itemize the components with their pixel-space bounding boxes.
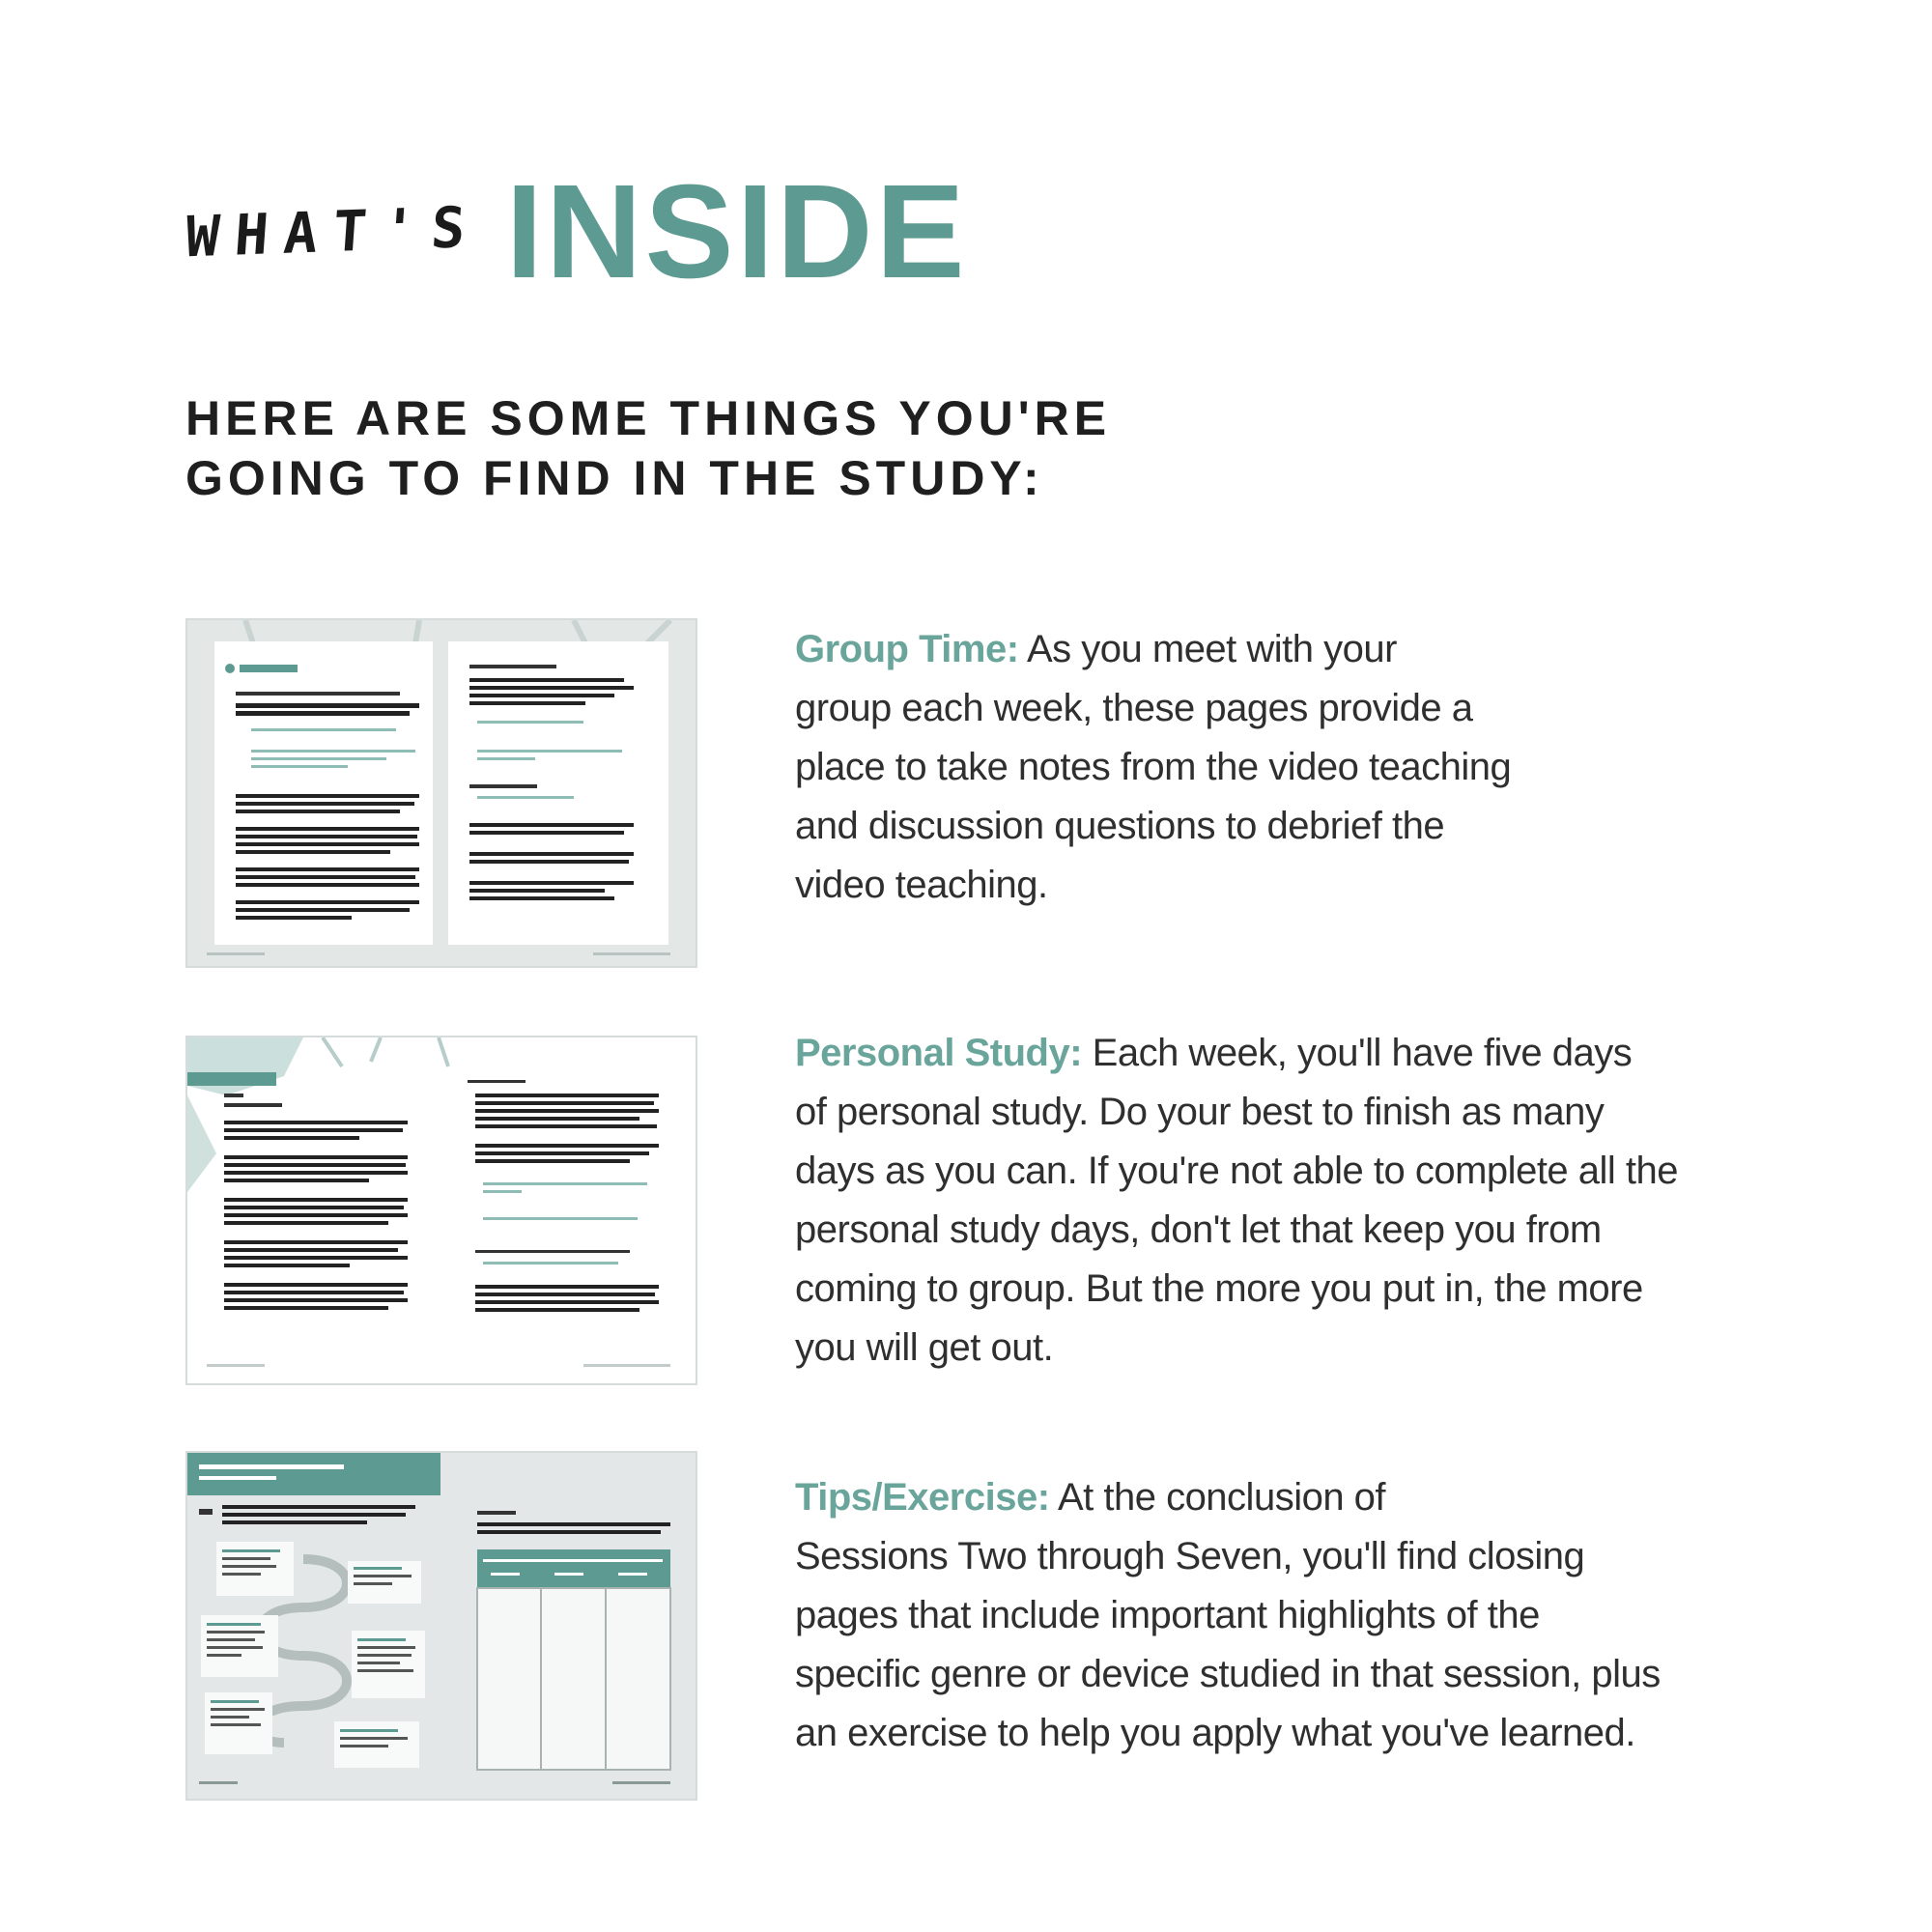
personal-study-text-4: personal study days, don't let that keep you from [795, 1208, 1602, 1251]
personal-study-text-3: days as you can. If you're not able to complete all the [795, 1150, 1679, 1192]
tips-exercise-text-1: At the conclusion of [1057, 1476, 1386, 1519]
title-accent-word: INSIDE [505, 157, 968, 306]
personal-study-text-6: you will get out. [795, 1326, 1054, 1369]
subtitle-line-2: GOING TO FIND IN THE STUDY: [185, 451, 1044, 505]
page-title [183, 157, 968, 306]
tips-exercise-description [795, 1468, 1722, 1763]
tips-exercise-text-2: Sessions Two through Seven, you'll find closing [795, 1535, 1585, 1577]
tips-exercise-text-4: specific genre or device studied in that session, plus [795, 1653, 1661, 1695]
group-time-text-5: video teaching. [795, 864, 1048, 906]
group-time-line-1 [795, 620, 1722, 679]
personal-study-preview-image [185, 1036, 697, 1385]
personal-study-spread-illustration [187, 1037, 696, 1383]
personal-study-text-5: coming to group. But the more you put in, the more [795, 1267, 1643, 1310]
tips-exercise-text-5: an exercise to help you apply what you've learned. [795, 1712, 1635, 1754]
group-time-spread-illustration [187, 620, 696, 966]
tips-exercise-preview-image [185, 1451, 697, 1801]
group-time-text-2: group each week, these pages provide a [795, 687, 1473, 729]
group-time-text-4: and discussion questions to debrief the [795, 805, 1445, 847]
tips-exercise-line-1 [795, 1468, 1722, 1527]
personal-study-description [795, 1024, 1722, 1378]
group-time-preview-image [185, 618, 697, 968]
tips-exercise-spread-illustration [187, 1453, 696, 1799]
personal-study-text-1: Each week, you'll have five days [1092, 1032, 1633, 1074]
tips-exercise-text-3: pages that include important highlights of the [795, 1594, 1540, 1636]
group-time-description [795, 620, 1722, 915]
title-script-word: WHAT'S [183, 193, 483, 270]
subtitle-line-1: HERE ARE SOME THINGS YOU'RE [185, 391, 1112, 445]
tips-exercise-label: Tips/Exercise: [795, 1476, 1050, 1519]
page-subtitle [185, 388, 1111, 508]
personal-study-label: Personal Study: [795, 1032, 1083, 1074]
group-time-text-1: As you meet with your [1026, 628, 1397, 670]
group-time-text-3: place to take notes from the video teaching [795, 746, 1512, 788]
personal-study-line-1 [795, 1024, 1722, 1083]
personal-study-text-2: of personal study. Do your best to finish as many [795, 1091, 1605, 1133]
group-time-label: Group Time: [795, 628, 1019, 670]
